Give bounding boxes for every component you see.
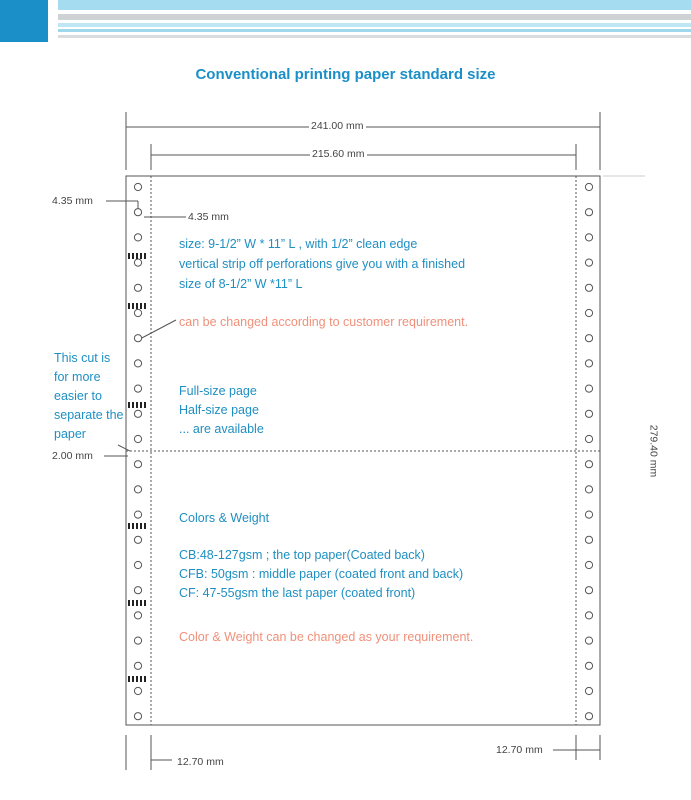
pin-hole bbox=[134, 713, 141, 720]
leader-line bbox=[118, 445, 130, 451]
pin-hole bbox=[134, 687, 141, 694]
perforation-mark bbox=[128, 600, 130, 606]
pin-hole bbox=[585, 511, 592, 518]
pin-hole bbox=[134, 360, 141, 367]
perforation-mark bbox=[136, 676, 138, 682]
left-pin-holes bbox=[134, 183, 141, 719]
spec-line-1: size: 9-1/2” W * 11” L , with 1/2” clean edge bbox=[179, 237, 418, 251]
perforation-mark bbox=[144, 253, 146, 259]
perforation-mark bbox=[132, 402, 134, 408]
perforation-mark bbox=[132, 253, 134, 259]
pin-hole bbox=[585, 587, 592, 594]
perforation-mark bbox=[128, 253, 130, 259]
pin-hole bbox=[585, 612, 592, 619]
perforation-mark bbox=[136, 402, 138, 408]
page-title: Conventional printing paper standard size bbox=[195, 66, 496, 83]
pin-hole bbox=[585, 385, 592, 392]
pin-hole bbox=[585, 713, 592, 720]
pin-hole bbox=[585, 461, 592, 468]
dim-height: 279.40 mm bbox=[647, 424, 660, 478]
pin-hole bbox=[585, 309, 592, 316]
pin-hole bbox=[134, 183, 141, 190]
perforation-mark bbox=[144, 402, 146, 408]
spec-line-3: size of 8-1/2” W *11” L bbox=[179, 277, 303, 291]
dim-total-width: 241.00 mm bbox=[311, 120, 364, 132]
pin-hole bbox=[134, 536, 141, 543]
dim-hole-offset-inner: 4.35 mm bbox=[188, 211, 229, 223]
perforation-mark bbox=[136, 600, 138, 606]
perforation-mark bbox=[144, 676, 146, 682]
pin-hole bbox=[134, 259, 141, 266]
colors-cf: CF: 47-55gsm the last paper (coated front) bbox=[179, 586, 416, 600]
page-half-size: Half-size page bbox=[179, 403, 259, 417]
pin-hole bbox=[585, 259, 592, 266]
perforation-mark bbox=[132, 600, 134, 606]
spec-custom-note: can be changed according to customer requirement. bbox=[179, 315, 469, 329]
pin-hole bbox=[134, 486, 141, 493]
pin-hole bbox=[134, 410, 141, 417]
perforation-mark bbox=[140, 676, 142, 682]
leader-line bbox=[138, 320, 176, 340]
pin-hole bbox=[585, 234, 592, 241]
spec-line-2: vertical strip off perforations give you with a finished bbox=[179, 257, 466, 271]
pin-hole bbox=[585, 360, 592, 367]
pin-hole bbox=[585, 486, 592, 493]
perforation-mark bbox=[140, 253, 142, 259]
pin-hole bbox=[585, 435, 592, 442]
pin-hole bbox=[585, 183, 592, 190]
colors-heading: Colors & Weight bbox=[179, 511, 270, 525]
perforation-mark bbox=[144, 303, 146, 309]
perforation-mark bbox=[136, 523, 138, 529]
pin-hole bbox=[134, 385, 141, 392]
pin-hole bbox=[134, 234, 141, 241]
perforation-mark bbox=[128, 523, 130, 529]
page-full-size: Full-size page bbox=[179, 384, 257, 398]
perforation-mark bbox=[128, 303, 130, 309]
pin-hole bbox=[585, 687, 592, 694]
pin-hole bbox=[134, 335, 141, 342]
right-pin-holes bbox=[585, 183, 592, 719]
perforation-mark bbox=[136, 253, 138, 259]
perforation-mark bbox=[140, 303, 142, 309]
pin-hole bbox=[585, 284, 592, 291]
pin-hole bbox=[585, 209, 592, 216]
perforation-mark bbox=[132, 523, 134, 529]
dim-inner-width: 215.60 mm bbox=[312, 148, 365, 160]
pin-hole bbox=[134, 561, 141, 568]
dim-hole-offset-outer: 4.35 mm bbox=[52, 195, 93, 207]
perforation-mark bbox=[140, 402, 142, 408]
pin-hole bbox=[585, 561, 592, 568]
perforation-mark bbox=[144, 600, 146, 606]
pin-hole bbox=[585, 335, 592, 342]
perforation-mark bbox=[132, 303, 134, 309]
pin-hole bbox=[585, 536, 592, 543]
dim-margin-left: 12.70 mm bbox=[177, 756, 224, 768]
pin-hole bbox=[134, 435, 141, 442]
perforation-mark bbox=[140, 523, 142, 529]
pin-hole bbox=[134, 309, 141, 316]
pin-hole bbox=[134, 587, 141, 594]
perforation-mark bbox=[136, 303, 138, 309]
cut-note: This cut is for more easier to separate the paper bbox=[54, 351, 124, 441]
perforation-mark bbox=[128, 676, 130, 682]
colors-cfb: CFB: 50gsm : middle paper (coated front and back) bbox=[179, 567, 464, 581]
perforation-mark bbox=[132, 676, 134, 682]
pin-hole bbox=[134, 612, 141, 619]
colors-cb: CB:48-127gsm ; the top paper(Coated back) bbox=[179, 548, 425, 562]
pin-hole bbox=[134, 209, 141, 216]
dim-cut-gap: 2.00 mm bbox=[52, 450, 93, 462]
pin-hole bbox=[134, 637, 141, 644]
pin-hole bbox=[134, 461, 141, 468]
colors-custom-note: Color & Weight can be changed as your requirement. bbox=[179, 630, 474, 644]
perforation-mark bbox=[144, 523, 146, 529]
pin-hole bbox=[134, 511, 141, 518]
pin-hole bbox=[585, 662, 592, 669]
pin-hole bbox=[585, 410, 592, 417]
dim-margin-right: 12.70 mm bbox=[496, 744, 543, 756]
perforation-mark bbox=[140, 600, 142, 606]
perforation-mark bbox=[128, 402, 130, 408]
pin-hole bbox=[134, 662, 141, 669]
page-more: ... are available bbox=[179, 422, 264, 436]
pin-hole bbox=[134, 284, 141, 291]
pin-hole bbox=[585, 637, 592, 644]
